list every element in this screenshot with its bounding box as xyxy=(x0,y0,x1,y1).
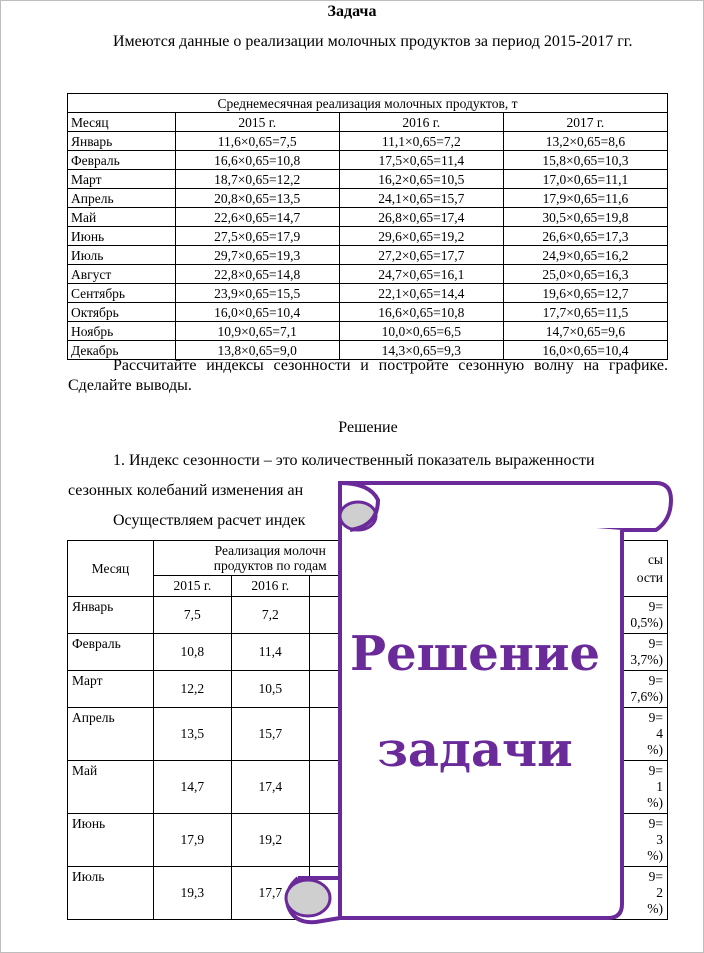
month-cell: Ноябрь xyxy=(68,322,176,341)
index-line: 2 xyxy=(656,885,663,900)
intro-paragraph: Имеются данные о реализации молочных продуктов за период 2015-2017 гг. xyxy=(113,33,633,50)
month-cell: Март xyxy=(68,170,176,189)
month-cell: Февраль xyxy=(68,634,154,671)
index-line: 9= xyxy=(648,599,663,614)
month-cell: Май xyxy=(68,208,176,227)
table-row xyxy=(68,189,668,208)
month-cell: Январь xyxy=(68,132,176,151)
value-cell: 13,2×0,65=8,6 xyxy=(503,132,667,151)
table-row xyxy=(68,151,668,170)
index-line: 0,5%) xyxy=(630,615,663,630)
index-line: 9= xyxy=(648,763,663,778)
value-2015-cell: 14,7 xyxy=(153,761,231,814)
index-line: 9= xyxy=(648,816,663,831)
month-cell: Июль xyxy=(68,246,176,265)
sales-table xyxy=(67,93,668,360)
solution-heading: Решение xyxy=(338,419,398,436)
value-cell: 22,1×0,65=14,4 xyxy=(339,284,503,303)
value-2015-cell: 19,3 xyxy=(153,867,231,920)
table-row xyxy=(68,208,668,227)
value-2015-cell: 7,5 xyxy=(153,597,231,634)
value-cell: 10,9×0,65=7,1 xyxy=(175,322,339,341)
table-caption: Среднемесячная реализация молочных продуктов, т xyxy=(68,94,668,113)
task-title: Задача xyxy=(327,3,377,20)
value-cell: 17,7×0,65=11,5 xyxy=(503,303,667,322)
table-row xyxy=(68,227,668,246)
value-2015-cell: 13,5 xyxy=(153,708,231,761)
header-month: Месяц xyxy=(68,113,176,132)
header-2016: 2016 г. xyxy=(339,113,503,132)
value-cell: 16,0×0,65=10,4 xyxy=(175,303,339,322)
index-line: 1 xyxy=(656,779,663,794)
header-month: Месяц xyxy=(68,541,154,597)
value-cell: 26,8×0,65=17,4 xyxy=(339,208,503,227)
value-cell: 26,6×0,65=17,3 xyxy=(503,227,667,246)
month-cell: Январь xyxy=(68,597,154,634)
value-cell: 16,6×0,65=10,8 xyxy=(339,303,503,322)
index-line: %) xyxy=(647,901,663,916)
value-2016-cell: 19,2 xyxy=(231,814,309,867)
value-cell: 20,8×0,65=13,5 xyxy=(175,189,339,208)
value-2016-cell: 7,2 xyxy=(231,597,309,634)
month-cell: Октябрь xyxy=(68,303,176,322)
header-sales-line1: Реализация молочн xyxy=(214,543,326,558)
value-2016-cell: 17,7 xyxy=(231,867,309,920)
value-cell: 24,7×0,65=16,1 xyxy=(339,265,503,284)
header-index-line2: ости xyxy=(636,569,663,585)
value-cell: 29,6×0,65=19,2 xyxy=(339,227,503,246)
month-cell: Апрель xyxy=(68,708,154,761)
index-line: %) xyxy=(647,795,663,810)
value-cell: 13,8×0,65=9,0 xyxy=(175,341,339,360)
value-cell: 29,7×0,65=19,3 xyxy=(175,246,339,265)
value-cell: 18,7×0,65=12,2 xyxy=(175,170,339,189)
value-cell: 16,2×0,65=10,5 xyxy=(339,170,503,189)
table-row xyxy=(68,246,668,265)
value-2016-cell: 10,5 xyxy=(231,671,309,708)
value-cell: 30,5×0,65=19,8 xyxy=(503,208,667,227)
table-row xyxy=(68,170,668,189)
month-cell: Декабрь xyxy=(68,341,176,360)
index-line: 3,7%) xyxy=(630,652,663,667)
index-line: %) xyxy=(647,848,663,863)
banner-line2: задачи xyxy=(377,722,573,778)
step1-line1: 1. Индекс сезонности – это количественный показатель выраженности xyxy=(113,452,595,469)
month-cell: Февраль xyxy=(68,151,176,170)
value-cell: 27,2×0,65=17,7 xyxy=(339,246,503,265)
table-row xyxy=(68,322,668,341)
month-cell: Май xyxy=(68,761,154,814)
value-cell: 27,5×0,65=17,9 xyxy=(175,227,339,246)
step1-line3: Осуществляем расчет индек xyxy=(113,512,306,529)
month-cell: Март xyxy=(68,671,154,708)
value-2016-cell: 15,7 xyxy=(231,708,309,761)
value-cell: 11,1×0,65=7,2 xyxy=(339,132,503,151)
value-cell: 17,9×0,65=11,6 xyxy=(503,189,667,208)
index-line: 7,6%) xyxy=(630,689,663,704)
scroll-sheet xyxy=(340,508,622,918)
header-2017: 2017 г. xyxy=(503,113,667,132)
value-cell: 22,6×0,65=14,7 xyxy=(175,208,339,227)
value-2015-cell: 17,9 xyxy=(153,814,231,867)
header-2016: 2016 г. xyxy=(231,576,309,597)
table-row xyxy=(68,132,668,151)
value-cell: 17,0×0,65=11,1 xyxy=(503,170,667,189)
table-row xyxy=(68,303,668,322)
value-cell: 22,8×0,65=14,8 xyxy=(175,265,339,284)
value-cell: 14,7×0,65=9,6 xyxy=(503,322,667,341)
index-line: 9= xyxy=(648,673,663,688)
value-cell: 10,0×0,65=6,5 xyxy=(339,322,503,341)
header-2015: 2015 г. xyxy=(175,113,339,132)
month-cell: Июнь xyxy=(68,227,176,246)
value-2016-cell: 11,4 xyxy=(231,634,309,671)
value-cell: 11,6×0,65=7,5 xyxy=(175,132,339,151)
table-row xyxy=(68,284,668,303)
header-sales-line2: продуктов по годам xyxy=(213,558,327,573)
month-cell: Июль xyxy=(68,867,154,920)
index-line: 9= xyxy=(648,869,663,884)
value-cell: 19,6×0,65=12,7 xyxy=(503,284,667,303)
solution-scroll-banner xyxy=(278,478,674,928)
month-cell: Сентябрь xyxy=(68,284,176,303)
index-line: 4 xyxy=(656,726,663,741)
value-2016-cell: 17,4 xyxy=(231,761,309,814)
index-line: 9= xyxy=(648,710,663,725)
header-2015: 2015 г. xyxy=(153,576,231,597)
value-cell: 24,9×0,65=16,2 xyxy=(503,246,667,265)
step1-line2: сезонных колебаний изменения ан xyxy=(68,482,304,499)
table-row xyxy=(68,265,668,284)
index-line: 9= xyxy=(648,636,663,651)
value-cell: 14,3×0,65=9,3 xyxy=(339,341,503,360)
value-cell: 23,9×0,65=15,5 xyxy=(175,284,339,303)
value-cell: 25,0×0,65=16,3 xyxy=(503,265,667,284)
value-cell: 17,5×0,65=11,4 xyxy=(339,151,503,170)
value-2015-cell: 12,2 xyxy=(153,671,231,708)
value-cell: 16,0×0,65=10,4 xyxy=(503,341,667,360)
month-cell: Июнь xyxy=(68,814,154,867)
scroll-bottom-curl xyxy=(286,880,330,916)
value-cell: 24,1×0,65=15,7 xyxy=(339,189,503,208)
header-index-line1: сы xyxy=(647,551,663,567)
task-text: Рассчитайте индексы сезонности и постройте сезонную волну на графике. Сделайте выводы. xyxy=(68,357,668,394)
index-line: %) xyxy=(647,742,663,757)
month-cell: Апрель xyxy=(68,189,176,208)
value-2015-cell: 10,8 xyxy=(153,634,231,671)
month-cell: Август xyxy=(68,265,176,284)
index-line: 3 xyxy=(656,832,663,847)
value-cell: 16,6×0,65=10,8 xyxy=(175,151,339,170)
value-cell: 15,8×0,65=10,3 xyxy=(503,151,667,170)
banner-line1: Решение xyxy=(349,626,601,682)
scroll-top-curl xyxy=(340,502,376,530)
